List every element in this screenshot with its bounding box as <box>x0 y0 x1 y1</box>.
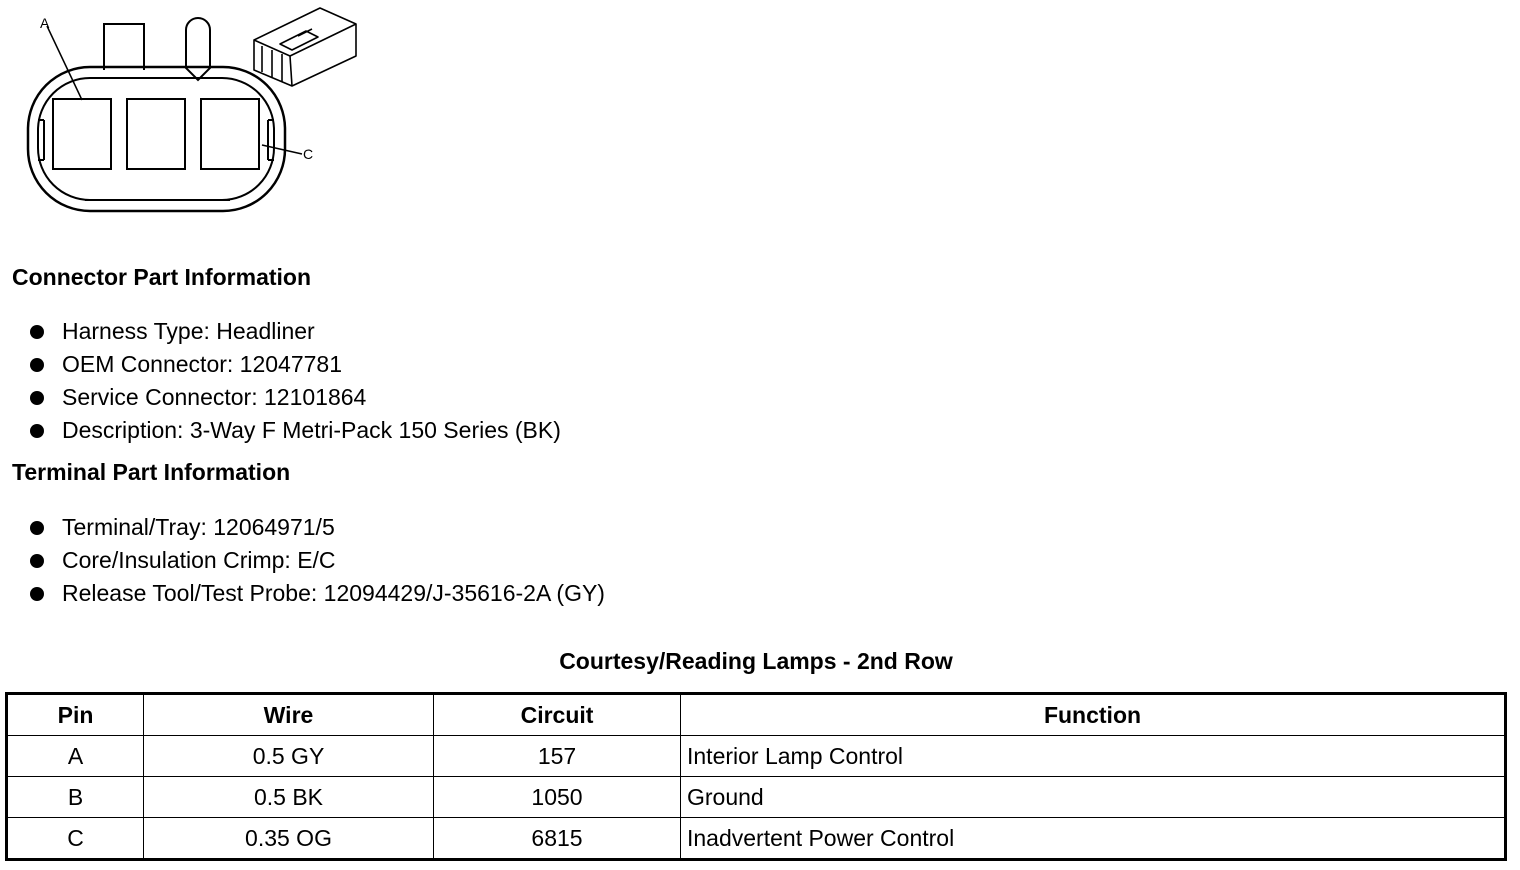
cell-function: Interior Lamp Control <box>681 736 1506 777</box>
cell-wire: 0.35 OG <box>144 818 434 860</box>
cavity-c <box>201 99 259 169</box>
cell-circuit: 6815 <box>434 818 681 860</box>
cell-wire: 0.5 BK <box>144 777 434 818</box>
list-item: OEM Connector: 12047781 <box>28 348 561 381</box>
pin-label-a: A <box>40 15 50 31</box>
pinout-table <box>5 692 1507 861</box>
header-function: Function <box>681 694 1506 736</box>
connector-info-list <box>28 315 561 447</box>
cavity-b <box>127 99 185 169</box>
list-item: Core/Insulation Crimp: E/C <box>28 544 605 577</box>
cell-circuit: 157 <box>434 736 681 777</box>
header-circuit: Circuit <box>434 694 681 736</box>
connector-isometric-icon <box>254 8 356 86</box>
cell-function: Inadvertent Power Control <box>681 818 1506 860</box>
cavity-a <box>53 99 111 169</box>
connector-housing-outer <box>28 67 285 211</box>
table-title: Courtesy/Reading Lamps - 2nd Row <box>559 648 953 674</box>
table-row <box>7 818 1506 860</box>
connector-info-heading: Connector Part Information <box>12 264 312 290</box>
list-item: Release Tool/Test Probe: 12094429/J-35616-2A (GY) <box>28 577 605 610</box>
connector-diagram <box>0 0 380 230</box>
connector-key-tab <box>186 18 210 80</box>
table-row <box>7 736 1506 777</box>
header-wire: Wire <box>144 694 434 736</box>
cell-pin: A <box>7 736 144 777</box>
header-pin: Pin <box>7 694 144 736</box>
terminal-info-list <box>28 511 605 610</box>
cell-pin: B <box>7 777 144 818</box>
pin-label-c: C <box>303 146 314 162</box>
list-item: Service Connector: 12101864 <box>28 381 561 414</box>
cell-pin: C <box>7 818 144 860</box>
cell-function: Ground <box>681 777 1506 818</box>
table-header-row <box>7 694 1506 736</box>
table-row <box>7 777 1506 818</box>
cell-wire: 0.5 GY <box>144 736 434 777</box>
list-item: Terminal/Tray: 12064971/5 <box>28 511 605 544</box>
list-item: Description: 3-Way F Metri-Pack 150 Series (BK) <box>28 414 561 447</box>
list-item: Harness Type: Headliner <box>28 315 561 348</box>
cell-circuit: 1050 <box>434 777 681 818</box>
connector-housing-inner <box>38 78 274 200</box>
terminal-info-heading: Terminal Part Information <box>12 459 291 485</box>
connector-lock-tab <box>104 24 144 70</box>
